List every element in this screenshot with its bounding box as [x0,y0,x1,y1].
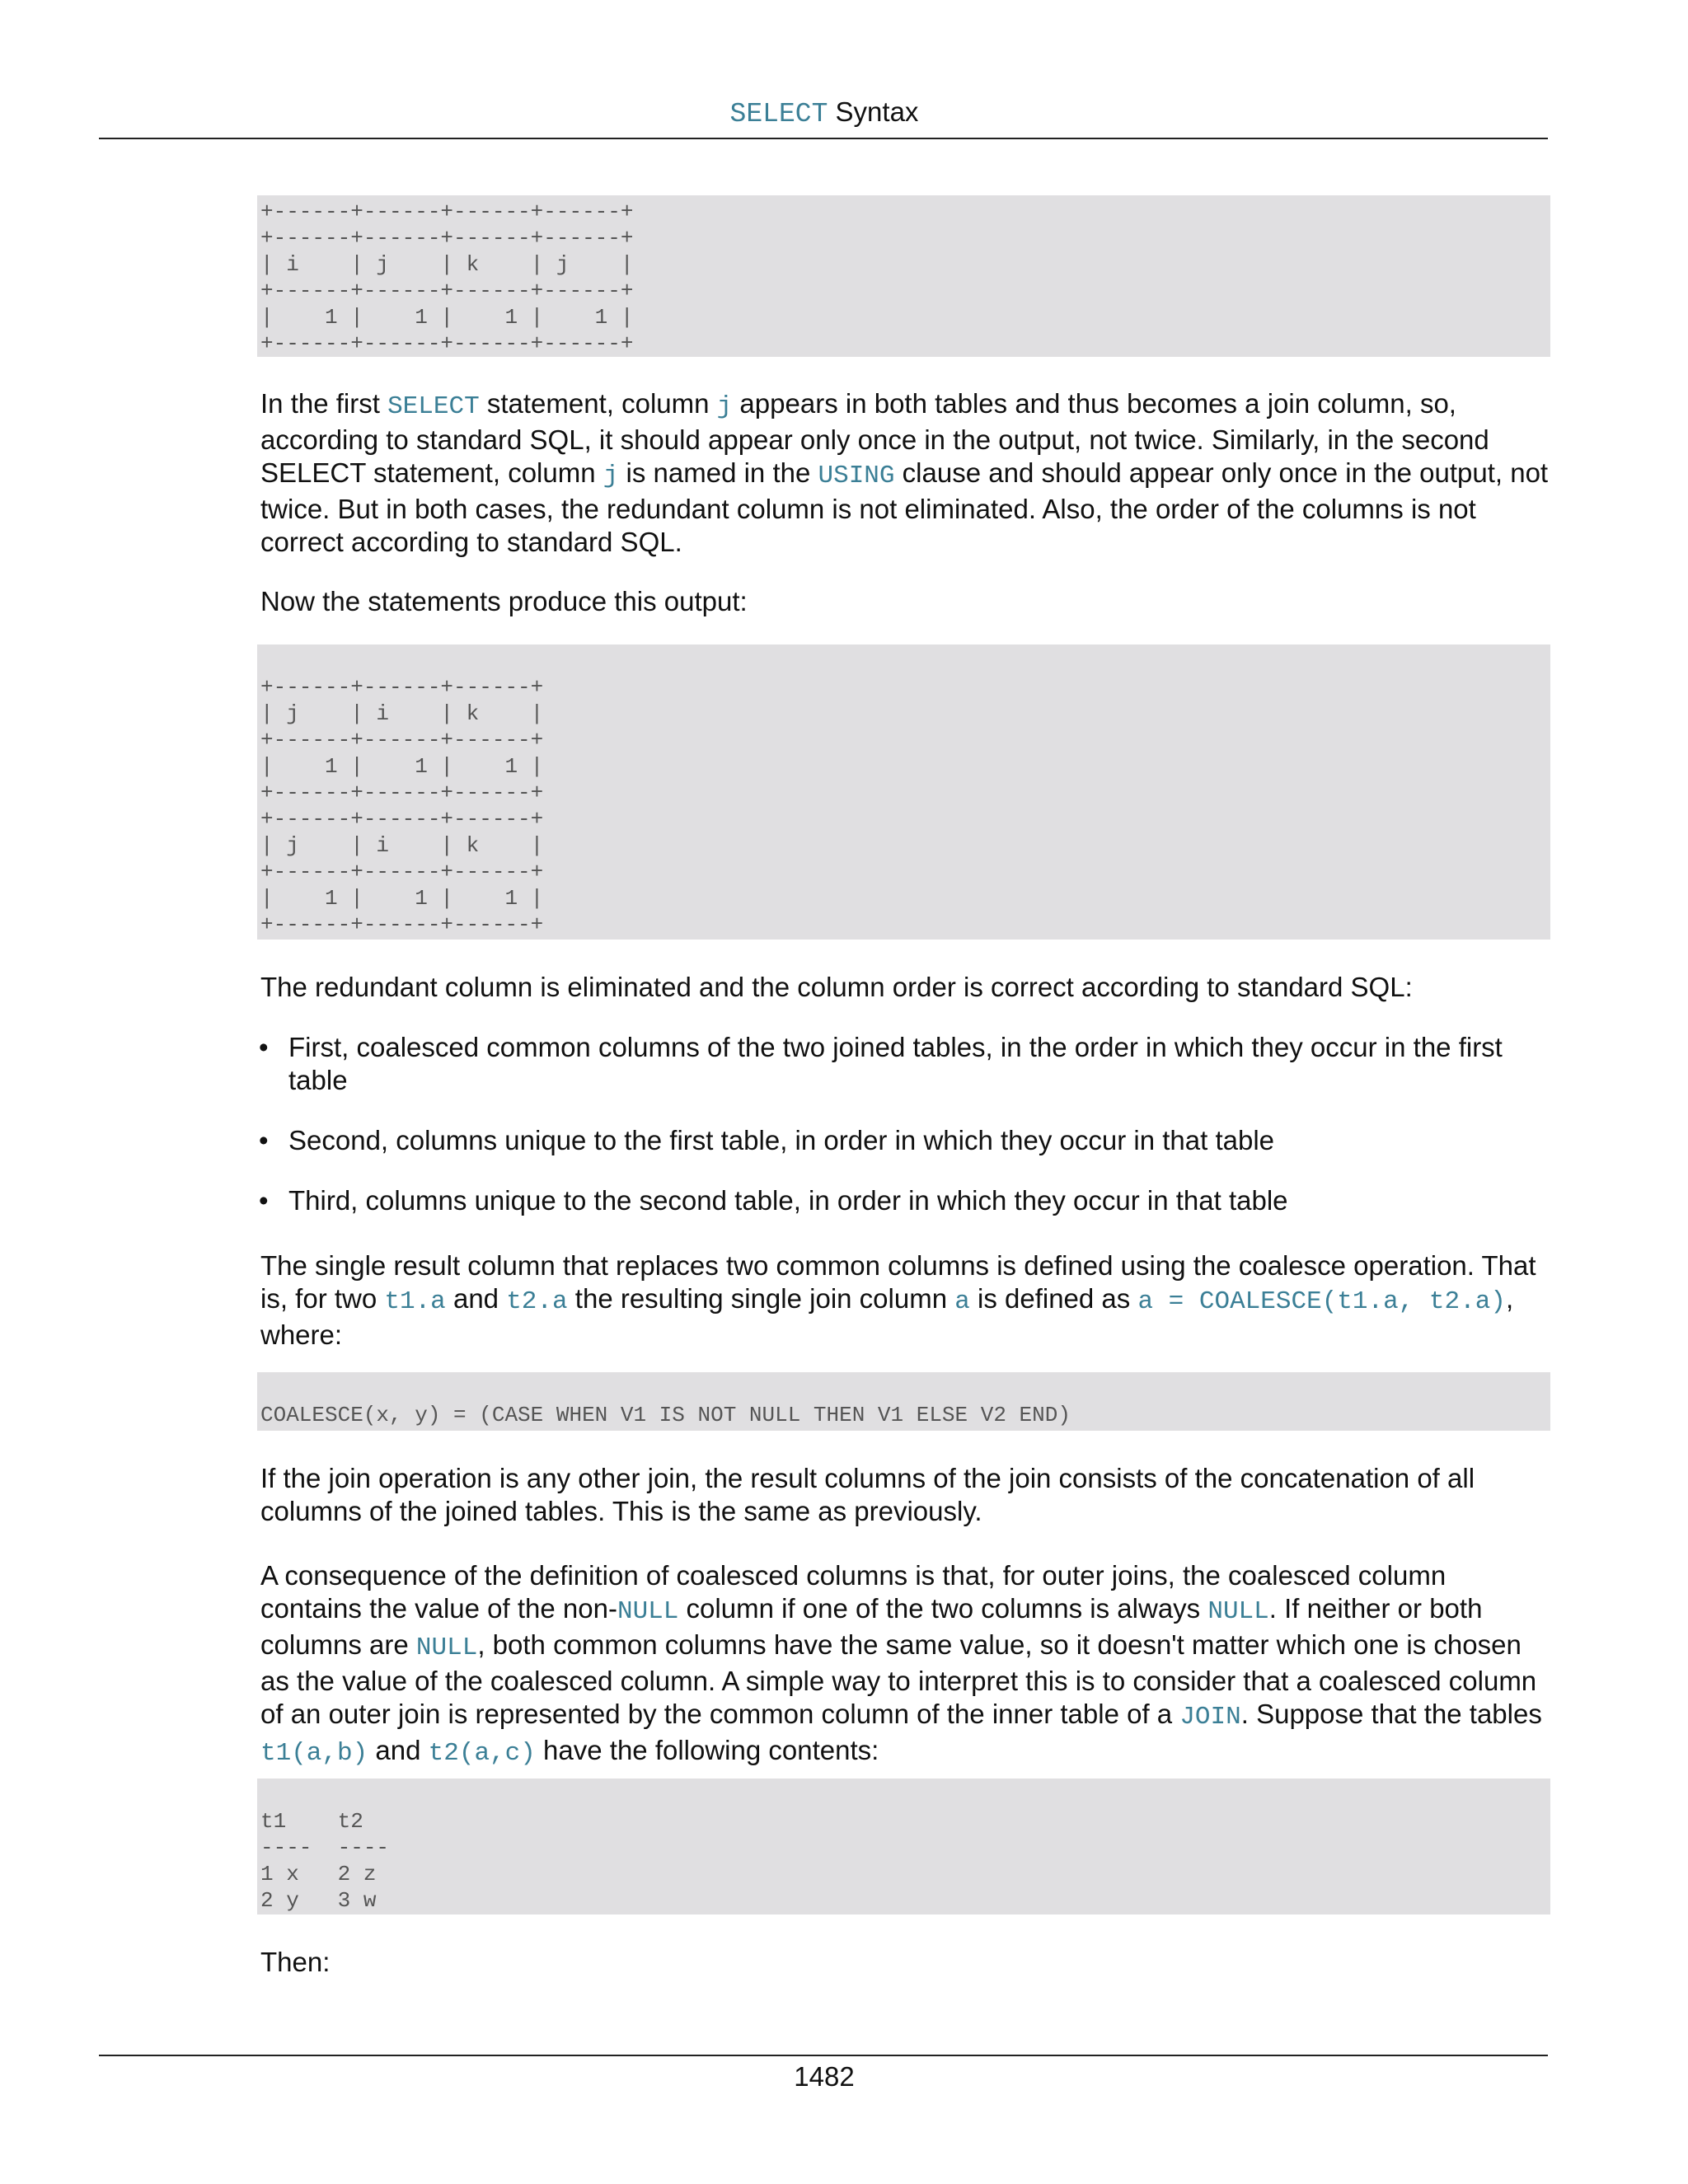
bullet-icon: • [259,1032,269,1062]
text: is named in the [618,457,818,488]
inline-code: JOIN [1179,1703,1241,1732]
paragraph-5: If the join operation is any other join, the result columns of the join consists of the concatenation of all columns of the joined tables. This is the same as previously. [260,1463,1475,1526]
inline-code: SELECT [387,392,480,421]
inline-code: t2(a,c) [428,1739,536,1768]
text: have the following contents: [535,1735,879,1765]
header-text: Syntax [828,96,919,127]
inline-code: NULL [1207,1597,1269,1626]
inline-code: NULL [415,1633,478,1662]
paragraph-2: Now the statements produce this output: [260,586,748,616]
bullet-item [259,1184,1550,1217]
code-block-2: +------+------+------+ | j | i | k | +------+------+------+ | 1 | 1 | 1 | +------+------+------+ +------+------+------+ | j | i | k | +------+------+------+ | 1 | 1 | 1 | +------+------+------+ [257,644,1550,940]
header-code: SELECT [729,99,828,129]
text: The single result column that replaces two common columns is defined using the coalesce operation. That is, for two [260,1250,1536,1314]
page-number: 1482 [794,2061,855,2092]
text: clause and should appear only once in the output, not twice. But in both cases, the redundant column is not eliminated. Also, the order of the columns is not correct according to standard SQL. [260,457,1549,557]
paragraph-7: Then: [260,1947,331,1977]
code-block-1: +------+------+------+------+ +------+------+------+------+ | i | j | k | j | +------+------+------+------+ | 1 | 1 | 1 | 1 | +------+------+------+------+ [257,195,1550,357]
header-rule [99,138,1548,139]
text: . If neither or both columns are [260,1593,1483,1660]
inline-code: t2.a [506,1287,568,1316]
text: , both common columns have the same value, so it doesn't matter which one is chosen as the value of the coalesced column. A simple way to interpret this is to consider that a coalesced column of an outer join is represented by the common column of the inner table of a [260,1629,1537,1729]
page-header-title [0,96,1648,131]
paragraph-6 [260,1559,1550,1770]
code-block-4: t1 t2 ---- ---- 1 x 2 z 2 y 3 w [257,1779,1550,1915]
inline-code: NULL [617,1597,679,1626]
paragraph-1 [260,387,1550,559]
text: column if one of the two columns is always [678,1593,1208,1624]
paragraph-4 [260,1249,1550,1352]
text: is defined as [969,1283,1138,1314]
text: . Suppose that the tables [1240,1699,1542,1729]
footer-rule [99,2055,1548,2056]
text: statement, column [479,388,717,419]
text: appears in both tables and thus becomes a join column, so, according to standard SQL, it should appear only once in the output, not twice. Similarly, in the second SELECT statement, column [260,388,1489,488]
inline-code: t1.a [384,1287,446,1316]
bullet-icon: • [259,1125,269,1155]
bullet-icon: • [259,1185,269,1216]
paragraph-3: The redundant column is eliminated and the column order is correct according to standard SQL: [260,972,1413,1002]
bullet-text: First, coalesced common columns of the two joined tables, in the order in which they occur in the first table [288,1032,1503,1095]
text: and [368,1735,429,1765]
inline-code: j [716,392,733,421]
bullet-item [259,1031,1550,1097]
inline-code: a = COALESCE(t1.a, t2.a) [1137,1287,1506,1316]
bullet-text: Second, columns unique to the first table, in order in which they occur in that table [288,1125,1275,1155]
text: the resulting single join column [567,1283,955,1314]
inline-code: a [954,1287,970,1316]
text: A consequence of the definition of coalesced columns is that, for outer joins, the coalesced column contains the value of the non- [260,1560,1447,1624]
bullet-text: Third, columns unique to the second table, in order in which they occur in that table [288,1185,1288,1216]
inline-code: USING [818,462,895,490]
inline-code: t1(a,b) [260,1739,368,1768]
inline-code: j [603,462,619,490]
bullet-item [259,1124,1550,1157]
text: and [445,1283,507,1314]
code-block-3: COALESCE(x, y) = (CASE WHEN V1 IS NOT NULL THEN V1 ELSE V2 END) [257,1372,1550,1431]
text: , where: [260,1283,1514,1350]
text: In the first [260,388,388,419]
